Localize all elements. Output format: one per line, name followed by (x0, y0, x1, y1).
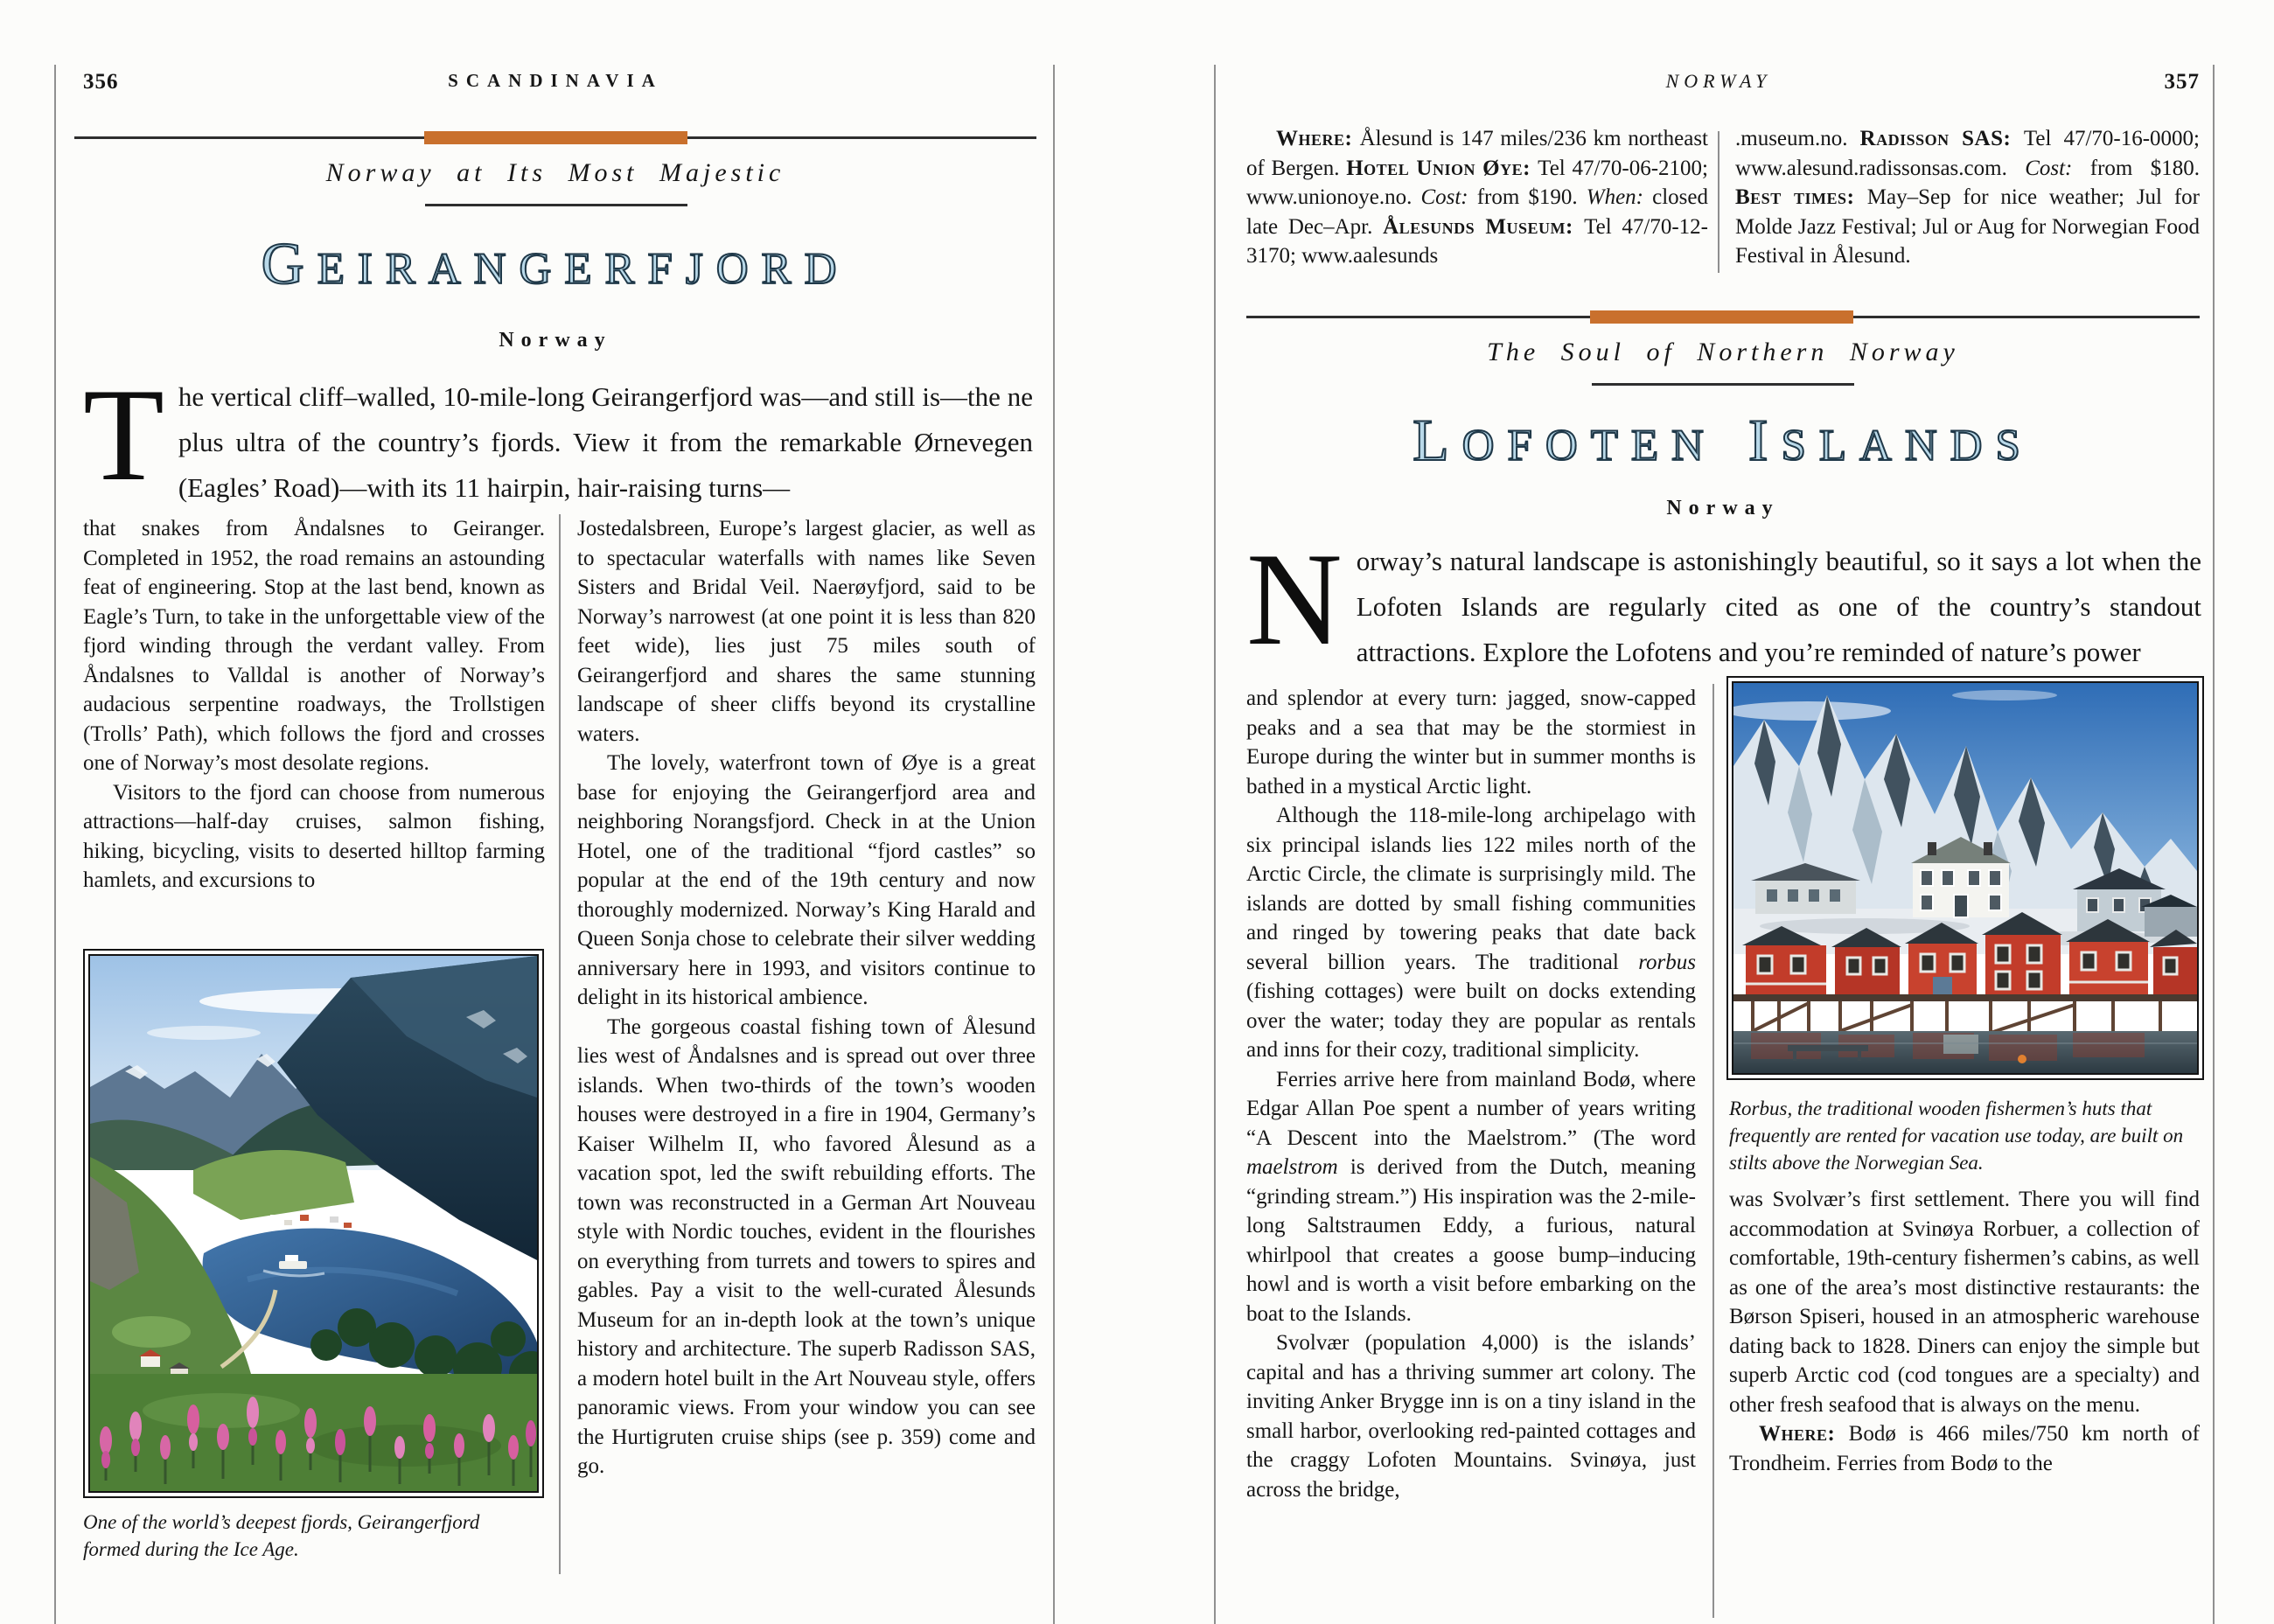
right-article-title (1246, 406, 2200, 475)
text-segment: Where: (1276, 127, 1360, 150)
text-segment: May–Sep for nice weather; Jul for Molde Jazz Festival; Jul or Aug for Norwegian Food Festival in Ålesund. (1735, 185, 2201, 268)
right-kicker: The Soul of Northern Norway (1487, 338, 1959, 366)
text-segment: The lovely, waterfront town of Øye is a great base for enjoying the Geirangerfjord area and neighboring Norangsfjord. Check in at the Union Hotel, one of the traditional “fjord castles” so popular at the end of the 19th century and now thoroughly modernized. Norway’s King Harald and Queen Sonja chose to celebrate their silver wedding anniversary here in 1993, and visitors continue to delight in its historical ambience. (577, 751, 1036, 1009)
left-column-divider-rule (559, 514, 561, 1574)
left-article-subtitle: Norway (499, 329, 612, 352)
body-paragraph (1246, 1328, 1696, 1504)
lofoten-photo-frame (1726, 676, 2204, 1080)
text-segment: Tel 47/70-16-0000; www.alesund.radissonsas.com. (1735, 127, 2201, 180)
body-paragraph (83, 778, 545, 896)
right-column-1 (1246, 684, 1696, 1624)
body-paragraph (577, 1013, 1036, 1481)
right-running-head: NORWAY (1665, 70, 1772, 92)
info-box-col1-text (1246, 124, 1708, 271)
text-segment: was Svolvær’s first settlement. There you will find accommodation at Svinøya Rorbuer, a collection of comfortable, 19th-century fishermen’s cabins, as well as one of the area’s most distinctive restaurants: the Børson Spiseri, housed in an atmospheric warehouse dating back to 1828. Diners can enjoy the simple but superb Arctic cod (cod tongues are a specialty) and other fresh seafood that is always on the menu. (1729, 1188, 2200, 1417)
text-segment: and splendor at every turn: jagged, snow-capped peaks and a sea that may be the stormiest in Europe during the winter but in summer months is bathed in a mystical Arctic light. (1246, 687, 1696, 798)
right-page-inner-edge-rule (1214, 65, 1216, 1624)
text-segment: Hotel Union Øye: (1346, 156, 1538, 180)
dock-platform (1733, 994, 2197, 1001)
left-article-title (74, 229, 1036, 298)
text-segment: is derived from the Dutch, meaning “grinding stream.”) His inspiration was the 2-mile-long Saltstraumen Eddy, a furious, natural whirlpool that creates a goose bump–inducing howl and is worth a visit before embarking on the boat to the Islands. (1246, 1155, 1696, 1326)
text-segment: from $180. (2089, 156, 2200, 180)
fjord-scene-illustration (90, 956, 537, 1491)
text-segment: that snakes from Åndalsnes to Geiranger. Completed in 1952, the road remains an astounding feat of engineering. Stop at the last bend, known as Eagle’s Turn, to take in the unforgettable view of the fjord winding through the verdant valley. From Åndalsnes to Valldal is another of Norway’s audacious serpentine roadways, the Trollstigen (Trolls’ Path), which follows the fjord and crosses one of Norway’s most desolate regions. (83, 517, 545, 775)
text-segment: Ålesund is 147 miles/236 km northeast of Bergen. (1246, 127, 1708, 180)
text-segment: The gorgeous coastal fishing town of Ålesund lies west of Åndalsnes and is spread out over three islands. When two-thirds of the town’s wooden houses were destroyed in a fire in 1904, Germany’s Kaiser Wilhelm II, who favored Ålesund as a vacation spot, led the swift rebuilding efforts. The town was reconstructed in a German Art Nouveau style with Nordic touches, evident in the flourishes on everything from turrets and towers to spires and gables. Pay a visit to the well-curated Ålesunds Museum for an in-depth look at the town’s unique history and architecture. The superb Radisson SAS, a modern hotel built in the Art Nouveau style, offers panoramic views. From your window you can see the Hurtigruten cruise ships (see p. 359) come and go. (577, 1014, 1036, 1478)
text-segment: maelstrom (1246, 1155, 1338, 1179)
body-paragraph (577, 514, 1036, 749)
body-paragraph (577, 749, 1036, 1013)
text-segment: Although the 118-mile-long archipelago with six principal islands lies 122 miles north of the Arctic Circle, the climate is surprisingly mild. The islands are dotted by small fishing communities and ringed by towering peaks that date back several billion years. The traditional (1246, 804, 1696, 974)
info-box-col2-text (1735, 124, 2200, 271)
text-segment: Ålesunds Museum: (1383, 214, 1585, 239)
text-segment: the traditional wooden fishermen’s huts that frequently are rented for vacation use today, are built on stilts above the Norwegian Sea. (1729, 1098, 2184, 1174)
left-accent-bar (424, 131, 687, 144)
text-segment: Where: (1759, 1422, 1849, 1446)
text-segment: When: (1586, 185, 1653, 209)
text-segment: Tel 47/70-12-3170; www.aalesunds (1246, 214, 1708, 268)
body-paragraph (1246, 1065, 1696, 1329)
text-segment: Tel 47/70-06-2100; www.unionoye.no. (1246, 156, 1708, 209)
title-word: ISLANDS (1747, 407, 2033, 473)
right-page-outer-edge-rule (2213, 65, 2215, 1624)
body-paragraph (1246, 801, 1696, 1065)
info-box-column-2 (1735, 124, 2200, 271)
drop-cap: N (1246, 526, 1343, 673)
right-page-number: 357 (2164, 70, 2200, 94)
text-segment: Jostedalsbreen, Europe’s largest glacier, as well as to spectacular waterfalls with names like Seven Sisters and Bridal Veil. Naerøyfjord, said to be Norway’s narrowest (at one point it is less than 820 feet wide), lies just 75 miles south of Geirangerfjord and shares the same stunning landscape of sheer cliffs beyond its crystalline waters. (577, 517, 1036, 746)
left-kicker: Norway at Its Most Majestic (325, 158, 785, 187)
text-segment: Bodø is 466 miles/750 km north of Trondheim. Ferries from Bodø to the (1729, 1422, 2200, 1475)
village (270, 1215, 352, 1228)
body-paragraph (83, 514, 545, 778)
left-intro-paragraph: The vertical cliff–walled, 10-mile-long Geirangerfjord was—and still is—the ne plus ultra of the country’s fjords. View it from the remarkable Ørnevegen (Eagles’ Road)—with its 11 hairpin, hair-raising turns— (83, 361, 1033, 508)
text-segment: Svolvær (population 4,000) is the islands’ capital and has a thriving summer art colony. The inviting Anker Brygge inn is on a tiny island in the small harbor, overlooking red-painted cottages and the craggy Lofoten Mountains. Svinøya, just across the bridge, (1246, 1331, 1696, 1502)
left-page-outer-edge-rule (54, 65, 56, 1624)
text-segment: closed late Dec–Apr. (1246, 185, 1708, 239)
right-photo-caption (1729, 1095, 2197, 1176)
left-column-2 (577, 514, 1036, 1599)
geirangerfjord-photo (88, 954, 539, 1493)
left-page-number: 356 (83, 70, 119, 94)
right-kicker-rule (1592, 383, 1854, 386)
text-segment: Cost: (2025, 156, 2090, 180)
right-intro-paragraph: Norway’s natural landscape is astonishingly beautiful, so it says a lot when the Lofoten Islands are regularly cited as one of the country’s standout attractions. Explore the Lofotens and you’re reminded of nature’s power (1246, 526, 2201, 673)
stilts (1753, 998, 2160, 1036)
title-word: GEIRANGERFJORD (261, 230, 850, 296)
left-column-1 (83, 514, 545, 934)
text-segment: .museum.no. (1735, 127, 1860, 150)
text-segment: Cost: (1420, 185, 1477, 209)
info-box-column-1 (1246, 124, 1708, 271)
right-column-divider-rule (1712, 684, 1714, 1618)
text-segment: (fishing cottages) were built on docks extending over the water; today they are popular as rentals and inns for their cozy, traditional simplicity. (1246, 979, 1696, 1062)
left-kicker-rule (425, 204, 687, 206)
body-paragraph (1246, 684, 1696, 801)
text-segment: Visitors to the fjord can choose from numerous attractions—half-day cruises, salmon fishing, hiking, bicycling, visits to deserted hilltop farming hamlets, and excursions to (83, 780, 545, 892)
buoy (2018, 1055, 2026, 1063)
body-paragraph (1729, 1419, 2200, 1478)
title-word: LOFOTEN (1413, 407, 1717, 473)
text-segment: Ferries arrive here from mainland Bodø, where Edgar Allan Poe spent a number of years writing “A Descent into the Maelstrom.” (The word (1246, 1067, 1696, 1150)
valley (193, 1150, 354, 1220)
rorbu-scene-illustration (1733, 683, 2197, 1073)
text-segment: Radisson SAS: (1859, 127, 2024, 150)
left-page-inner-edge-rule (1053, 65, 1055, 1624)
right-article-subtitle: Norway (1666, 497, 1780, 519)
left-running-head: SCANDINAVIA (448, 70, 663, 91)
info-box-divider-rule (1718, 131, 1719, 273)
body-paragraph (1729, 1185, 2200, 1419)
geirangerfjord-photo-frame (83, 949, 544, 1498)
lofoten-photo (1732, 681, 2199, 1075)
text-segment: Best times: (1735, 185, 1867, 209)
drop-cap: T (83, 361, 164, 508)
text-segment: Rorbus, (1729, 1098, 1793, 1119)
right-column-2 (1729, 1185, 2200, 1622)
right-accent-bar (1590, 310, 1853, 324)
left-photo-caption: One of the world’s deepest fjords, Geirangerfjord formed during the Ice Age. (83, 1511, 480, 1560)
text-segment: rorbus (1638, 950, 1696, 974)
text-segment: from $190. (1476, 185, 1587, 209)
